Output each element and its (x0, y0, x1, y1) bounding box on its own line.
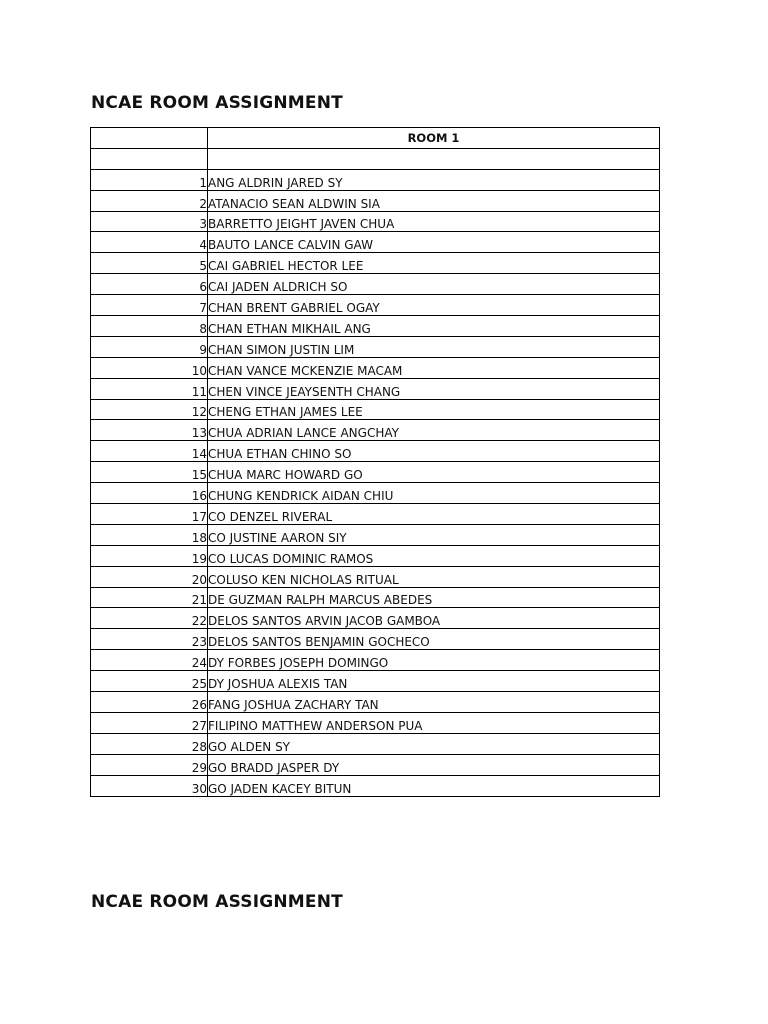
row-number: 19 (91, 545, 208, 566)
blank-cell (91, 148, 208, 169)
row-number: 25 (91, 671, 208, 692)
row-number: 27 (91, 712, 208, 733)
blank-cell (208, 148, 660, 169)
table-row (91, 566, 660, 587)
student-name: CO LUCAS DOMINIC RAMOS (208, 545, 660, 566)
student-name: GO ALDEN SY (208, 733, 660, 754)
row-number: 24 (91, 650, 208, 671)
row-number: 28 (91, 733, 208, 754)
student-name: CO DENZEL RIVERAL (208, 504, 660, 525)
row-number: 8 (91, 316, 208, 337)
section-title: NCAE ROOM ASSIGNMENT (91, 892, 343, 912)
roster-body (91, 169, 660, 796)
table-row (91, 775, 660, 796)
table-row (91, 754, 660, 775)
row-number: 4 (91, 232, 208, 253)
row-number: 6 (91, 274, 208, 295)
table-header-row (91, 128, 660, 149)
student-name: CHUA MARC HOWARD GO (208, 462, 660, 483)
student-name: BAUTO LANCE CALVIN GAW (208, 232, 660, 253)
row-number: 16 (91, 483, 208, 504)
row-number: 23 (91, 629, 208, 650)
student-name: CHAN SIMON JUSTIN LIM (208, 336, 660, 357)
table-row (91, 253, 660, 274)
table-row (91, 462, 660, 483)
page-title: NCAE ROOM ASSIGNMENT (91, 93, 343, 113)
student-name: DY JOSHUA ALEXIS TAN (208, 671, 660, 692)
student-name: DE GUZMAN RALPH MARCUS ABEDES (208, 587, 660, 608)
student-name: FILIPINO MATTHEW ANDERSON PUA (208, 712, 660, 733)
student-name: FANG JOSHUA ZACHARY TAN (208, 692, 660, 713)
row-number: 29 (91, 754, 208, 775)
table-row (91, 336, 660, 357)
student-name: CHAN ETHAN MIKHAIL ANG (208, 316, 660, 337)
student-name: CAI JADEN ALDRICH SO (208, 274, 660, 295)
student-name: GO BRADD JASPER DY (208, 754, 660, 775)
student-name: CHAN BRENT GABRIEL OGAY (208, 295, 660, 316)
room-header: ROOM 1 (208, 128, 660, 149)
row-number: 9 (91, 336, 208, 357)
table-row (91, 587, 660, 608)
student-name: DY FORBES JOSEPH DOMINGO (208, 650, 660, 671)
row-number: 18 (91, 524, 208, 545)
row-number: 17 (91, 504, 208, 525)
table-row (91, 316, 660, 337)
table-row (91, 274, 660, 295)
table-row (91, 295, 660, 316)
student-name: ANG ALDRIN JARED SY (208, 169, 660, 190)
row-number: 30 (91, 775, 208, 796)
table-row (91, 441, 660, 462)
table-row (91, 211, 660, 232)
row-number: 12 (91, 399, 208, 420)
table-row (91, 545, 660, 566)
student-name: CO JUSTINE AARON SIY (208, 524, 660, 545)
student-name: CHUA ADRIAN LANCE ANGCHAY (208, 420, 660, 441)
table-row (91, 504, 660, 525)
room-assignment-table (90, 127, 660, 797)
table-row (91, 733, 660, 754)
student-name: ATANACIO SEAN ALDWIN SIA (208, 190, 660, 211)
row-number: 26 (91, 692, 208, 713)
table-row (91, 608, 660, 629)
row-number: 1 (91, 169, 208, 190)
student-name: BARRETTO JEIGHT JAVEN CHUA (208, 211, 660, 232)
row-number: 2 (91, 190, 208, 211)
student-name: CHUA ETHAN CHINO SO (208, 441, 660, 462)
row-number: 3 (91, 211, 208, 232)
student-name: CHUNG KENDRICK AIDAN CHIU (208, 483, 660, 504)
table-row (91, 169, 660, 190)
row-number: 14 (91, 441, 208, 462)
row-number: 21 (91, 587, 208, 608)
table-row (91, 712, 660, 733)
table-row (91, 399, 660, 420)
student-name: COLUSO KEN NICHOLAS RITUAL (208, 566, 660, 587)
table-row (91, 483, 660, 504)
student-name: CAI GABRIEL HECTOR LEE (208, 253, 660, 274)
row-number: 22 (91, 608, 208, 629)
row-number: 5 (91, 253, 208, 274)
table-row (91, 629, 660, 650)
student-name: CHAN VANCE MCKENZIE MACAM (208, 357, 660, 378)
student-name: CHEN VINCE JEAYSENTH CHANG (208, 378, 660, 399)
table-row (91, 357, 660, 378)
table-row (91, 692, 660, 713)
student-name: CHENG ETHAN JAMES LEE (208, 399, 660, 420)
row-number: 13 (91, 420, 208, 441)
student-name: DELOS SANTOS BENJAMIN GOCHECO (208, 629, 660, 650)
row-number: 20 (91, 566, 208, 587)
table-row (91, 378, 660, 399)
student-name: GO JADEN KACEY BITUN (208, 775, 660, 796)
table-row (91, 671, 660, 692)
row-number: 10 (91, 357, 208, 378)
table-row (91, 232, 660, 253)
row-number: 15 (91, 462, 208, 483)
table-row (91, 420, 660, 441)
table-row (91, 650, 660, 671)
header-number-cell (91, 128, 208, 149)
table-row (91, 524, 660, 545)
row-number: 7 (91, 295, 208, 316)
blank-row (91, 148, 660, 169)
row-number: 11 (91, 378, 208, 399)
table-row (91, 190, 660, 211)
student-name: DELOS SANTOS ARVIN JACOB GAMBOA (208, 608, 660, 629)
